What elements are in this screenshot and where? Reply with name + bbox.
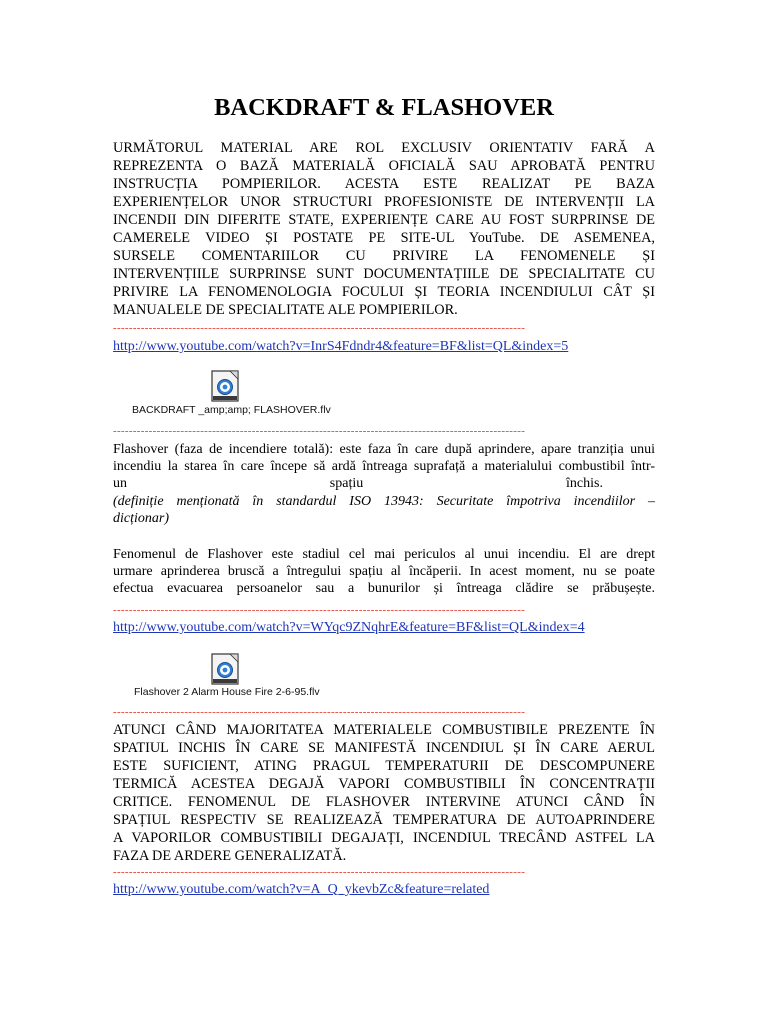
paragraph-line: SPAȚIUL RESPECTIV SE REALIZEAZĂ TEMPERATURA DE AUTOAPRINDERE bbox=[113, 812, 655, 828]
intro-line: EXPERIENȚELOR UNOR STRUCTURI PROFESIONISTE DE INTERVENȚII LA bbox=[113, 194, 655, 210]
paragraph-line: A VAPORILOR COMBUSTIBILI DEGAJAȚI, INCENDIUL TRECÂND ASTFEL LA bbox=[113, 830, 655, 846]
youtube-link-2[interactable]: http://www.youtube.com/watch?v=WYqc9ZNqhrE&feature=BF&list=QL&index=4 bbox=[113, 620, 585, 635]
youtube-link-3[interactable]: http://www.youtube.com/watch?v=A_Q_ykevbZc&feature=related bbox=[113, 882, 490, 897]
intro-line: URMĂTORUL MATERIAL ARE ROL EXCLUSIV ORIENTATIV FARĂ A bbox=[113, 140, 655, 156]
intro-line: MANUALELE DE SPECIALITATE ALE POMPIERILOR. bbox=[113, 302, 458, 318]
word: închis. bbox=[566, 476, 603, 492]
paragraph-line: FAZA DE ARDERE GENERALIZATĂ. bbox=[113, 848, 347, 864]
intro-paragraph bbox=[113, 139, 655, 319]
definition-last-line bbox=[113, 475, 655, 492]
separator-line: -------------------------------------------------------------------------------------------------------- bbox=[113, 323, 526, 333]
conditions-paragraph bbox=[113, 721, 655, 865]
youtube-link-1[interactable]: http://www.youtube.com/watch?v=InrS4Fdndr4&feature=BF&list=QL&index=5 bbox=[113, 339, 569, 354]
separator-line: -------------------------------------------------------------------------------------------------------- bbox=[113, 605, 526, 615]
page-title: BACKDRAFT & FLASHOVER bbox=[214, 94, 554, 121]
phenomenon-paragraph bbox=[113, 546, 655, 598]
definition-line: incendiu la starea în care începe să ardă întreaga suprafață a materialului combustibil într- bbox=[113, 459, 655, 475]
intro-line: INCENDII DIN DIFERITE STATE, EXPERIENȚE CARE AU FOST SURPRINSE DE bbox=[113, 212, 655, 228]
separator-line: -------------------------------------------------------------------------------------------------------- bbox=[113, 867, 526, 877]
intro-line: SURSELE COMENTARIILOR CU PRIVIRE LA FENOMENELE ȘI bbox=[113, 248, 655, 264]
intro-line: INSTRUCȚIA POMPIERILOR. ACESTA ESTE REALIZAT PE BAZA bbox=[113, 176, 655, 192]
paragraph-line: CRITICE. FENOMENUL DE FLASHOVER INTERVINE ATUNCI CÂND ÎN bbox=[113, 794, 655, 810]
paragraph-line: efectua evacuarea persoanelor sau a bunurilor și întreaga clădire se prăbușește. bbox=[113, 581, 655, 597]
word: spațiu bbox=[329, 476, 364, 492]
paragraph-line: ATUNCI CÂND MAJORITATEA MATERIALELE COMBUSTIBILE PREZENTE ÎN bbox=[113, 722, 655, 738]
intro-line: INTERVENȚIILE SURPRINSE SUNT DOCUMENTAȚIILE DE SPECIALITATE CU bbox=[113, 266, 655, 282]
definition-note-line: (definiție menționată în standardul ISO 13943: Securitate împotriva incendiilor – bbox=[113, 493, 655, 509]
separator-line: -------------------------------------------------------------------------------------------------------- bbox=[113, 707, 526, 717]
paragraph-line: urmare aprinderea bruscă a întregului spațiu al încăperii. In acest moment, nu se poate bbox=[113, 564, 655, 580]
flashover-definition bbox=[113, 441, 655, 527]
separator-line: -------------------------------------------------------------------------------------------------------- bbox=[113, 426, 526, 436]
word: un bbox=[113, 476, 127, 492]
video-file-icon[interactable] bbox=[211, 370, 239, 402]
definition-line: Flashover (faza de incendiere totală): este faza în care după aprindere, apare tranziția unui bbox=[113, 442, 655, 457]
paragraph-line: SPATIUL INCHIS ÎN CARE SE MANIFESTĂ INCENDIUL ȘI ÎN CARE AERUL bbox=[113, 740, 655, 756]
definition-note-line: dicționar) bbox=[113, 510, 169, 526]
intro-line: CAMERELE VIDEO ȘI POSTATE PE SITE-UL YouTube. DE ASEMENEA, bbox=[113, 230, 655, 246]
intro-line: REPREZENTA O BAZĂ MATERIALĂ OFICIALĂ SAU APROBATĂ PENTRU bbox=[113, 158, 655, 174]
embedded-file-name[interactable]: Flashover 2 Alarm House Fire 2-6-95.flv bbox=[134, 686, 320, 698]
paragraph-line: ESTE SUFICIENT, ATING PRAGUL TEMPERATURII DE DESCOMPUNERE bbox=[113, 758, 655, 774]
embedded-file-name[interactable]: BACKDRAFT _amp;amp; FLASHOVER.flv bbox=[132, 404, 331, 416]
video-file-icon[interactable] bbox=[211, 653, 239, 685]
paragraph-line: Fenomenul de Flashover este stadiul cel mai periculos al unui incendiu. El are drept bbox=[113, 547, 655, 562]
intro-line: PRIVIRE LA FENOMENOLOGIA FOCULUI ȘI TEORIA INCENDIULUI CÂT ȘI bbox=[113, 284, 655, 300]
paragraph-line: TERMICĂ ACESTEA DEGAJĂ VAPORI COMBUSTIBILI ÎN CONCENTRAȚII bbox=[113, 776, 655, 792]
